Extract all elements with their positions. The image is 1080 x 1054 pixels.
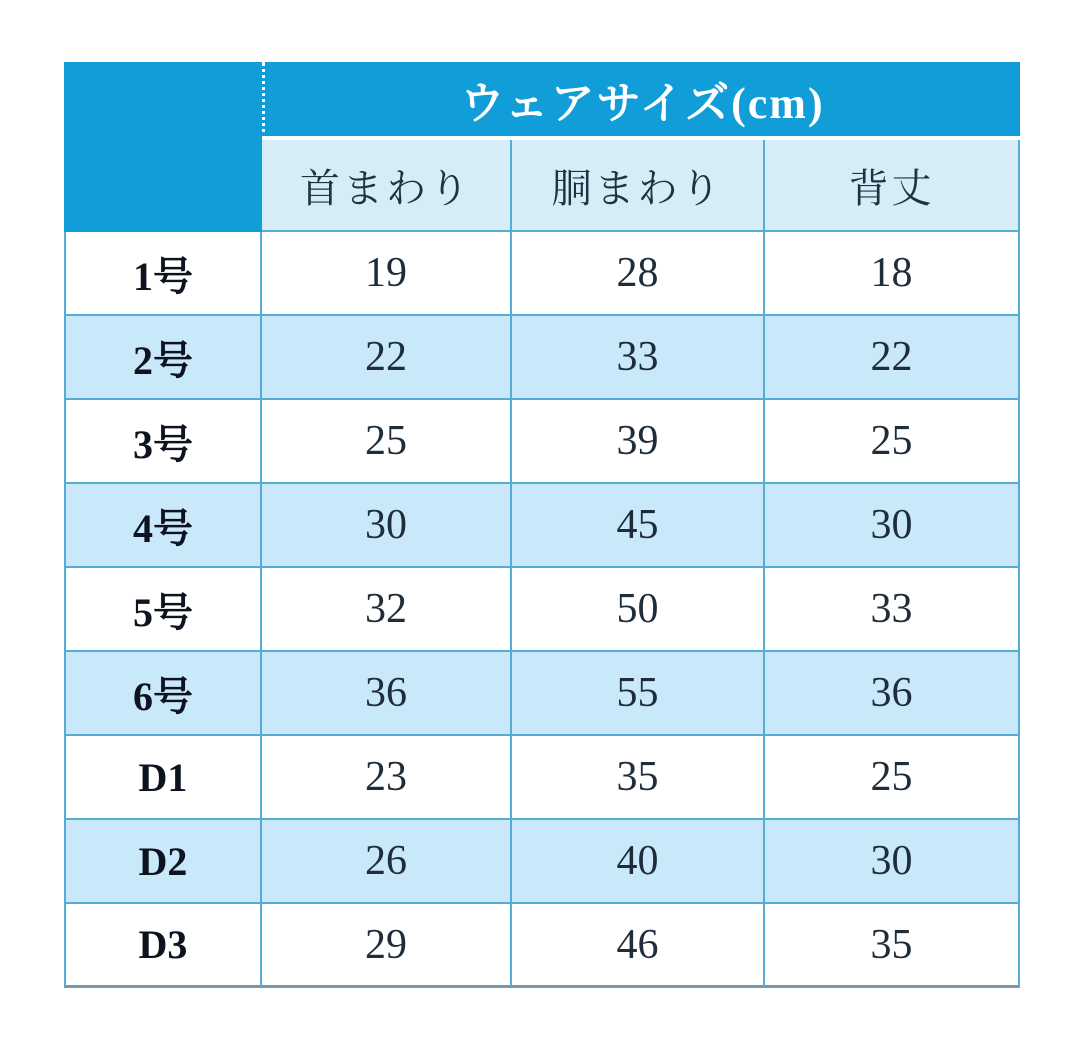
table-cell: 29 <box>262 904 512 988</box>
table-cell: 26 <box>262 820 512 904</box>
row-label: 2号 <box>64 316 262 400</box>
table-cell: 33 <box>512 316 765 400</box>
table-cell: 25 <box>262 400 512 484</box>
table-cell: 55 <box>512 652 765 736</box>
column-header-neck: 首まわり <box>262 140 512 232</box>
wear-size-table <box>64 62 1020 988</box>
table-cell: 35 <box>512 736 765 820</box>
row-label: 3号 <box>64 400 262 484</box>
table-cell: 45 <box>512 484 765 568</box>
table-cell: 22 <box>765 316 1020 400</box>
table-cell: 30 <box>765 484 1020 568</box>
table-cell: 50 <box>512 568 765 652</box>
table-cell: 33 <box>765 568 1020 652</box>
table-cell: 36 <box>765 652 1020 736</box>
row-label: 5号 <box>64 568 262 652</box>
table-cell: 28 <box>512 232 765 316</box>
row-label: D2 <box>64 820 262 904</box>
row-label: 6号 <box>64 652 262 736</box>
table-title: ウェアサイズ(cm) <box>262 62 1020 140</box>
table-cell: 30 <box>765 820 1020 904</box>
table-cell: 46 <box>512 904 765 988</box>
table-cell: 40 <box>512 820 765 904</box>
column-header-girth: 胴まわり <box>512 140 765 232</box>
table-cell: 22 <box>262 316 512 400</box>
column-header-back-length: 背丈 <box>765 140 1020 232</box>
row-label: D3 <box>64 904 262 988</box>
table-cell: 18 <box>765 232 1020 316</box>
row-label: D1 <box>64 736 262 820</box>
table-cell: 25 <box>765 400 1020 484</box>
table-cell: 30 <box>262 484 512 568</box>
table-cell: 23 <box>262 736 512 820</box>
table-cell: 35 <box>765 904 1020 988</box>
corner-cell <box>64 62 262 232</box>
row-label: 1号 <box>64 232 262 316</box>
table-cell: 39 <box>512 400 765 484</box>
table-cell: 25 <box>765 736 1020 820</box>
table-cell: 36 <box>262 652 512 736</box>
row-label: 4号 <box>64 484 262 568</box>
table-cell: 19 <box>262 232 512 316</box>
table-cell: 32 <box>262 568 512 652</box>
